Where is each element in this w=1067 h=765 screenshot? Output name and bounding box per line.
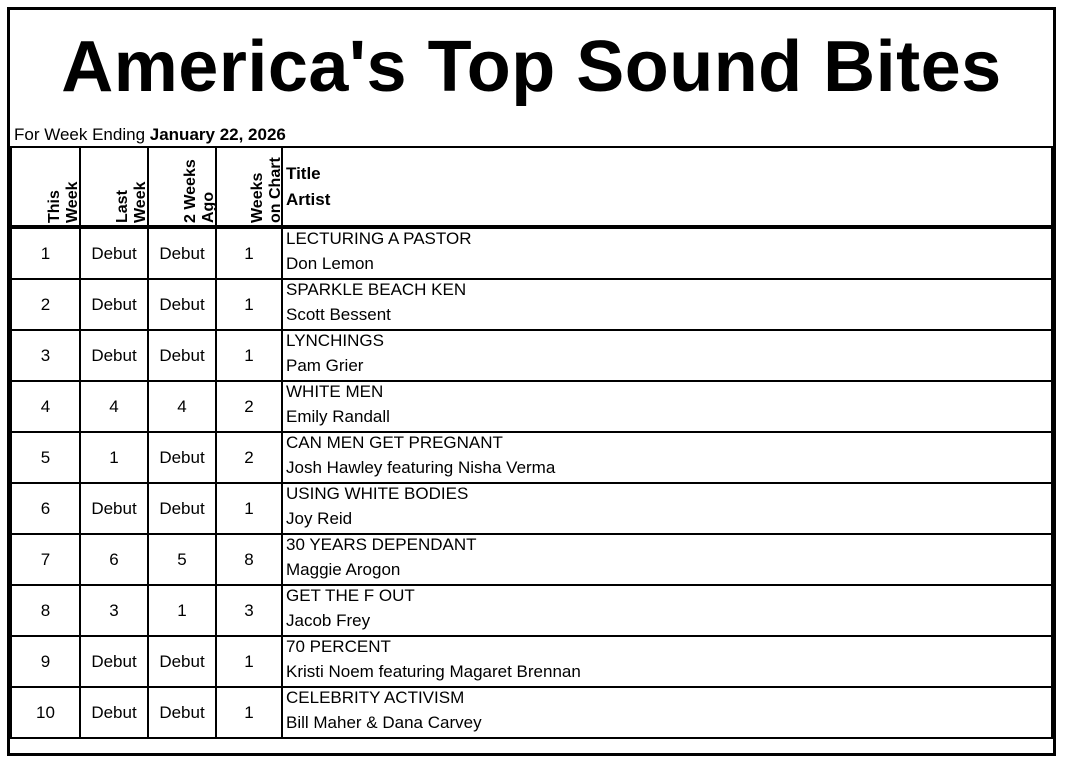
rank-cell: 2 — [11, 279, 80, 330]
song-title: WHITE MEN — [286, 382, 384, 401]
table-row — [11, 279, 1052, 330]
last-week-cell: Debut — [80, 636, 148, 687]
song-title: CAN MEN GET PREGNANT — [286, 433, 503, 452]
rank-cell: 7 — [11, 534, 80, 585]
song-artist: Kristi Noem featuring Magaret Brennan — [286, 662, 581, 681]
header-title: Title — [286, 163, 321, 183]
two-weeks-ago-cell: Debut — [148, 279, 216, 330]
song-cell — [282, 227, 1052, 279]
song-title: SPARKLE BEACH KEN — [286, 280, 467, 299]
last-week-cell: 3 — [80, 585, 148, 636]
table-row — [11, 585, 1052, 636]
last-week-cell: 6 — [80, 534, 148, 585]
header-last-week: Last Week — [80, 147, 148, 227]
table-row — [11, 483, 1052, 534]
song-cell — [282, 381, 1052, 432]
song-cell — [282, 279, 1052, 330]
weeks-on-chart-cell: 1 — [216, 483, 282, 534]
table-row — [11, 227, 1052, 279]
song-title: CELEBRITY ACTIVISM — [286, 688, 465, 707]
two-weeks-ago-cell: Debut — [148, 432, 216, 483]
last-week-cell: Debut — [80, 227, 148, 279]
table-row — [11, 687, 1052, 738]
two-weeks-ago-cell: 1 — [148, 585, 216, 636]
two-weeks-ago-cell: Debut — [148, 227, 216, 279]
song-artist: Scott Bessent — [286, 305, 391, 324]
two-weeks-ago-cell: Debut — [148, 330, 216, 381]
song-cell — [282, 483, 1052, 534]
rank-cell: 5 — [11, 432, 80, 483]
song-artist: Emily Randall — [286, 407, 390, 426]
table-row — [11, 432, 1052, 483]
rank-cell: 6 — [11, 483, 80, 534]
song-title: USING WHITE BODIES — [286, 484, 469, 503]
song-artist: Don Lemon — [286, 254, 374, 273]
last-week-cell: 1 — [80, 432, 148, 483]
chart-sheet — [7, 7, 1056, 756]
song-title: 70 PERCENT — [286, 637, 391, 656]
two-weeks-ago-cell: 4 — [148, 381, 216, 432]
last-week-cell: Debut — [80, 483, 148, 534]
table-row — [11, 381, 1052, 432]
song-cell — [282, 585, 1052, 636]
weeks-on-chart-cell: 2 — [216, 432, 282, 483]
header-this-week: This Week — [11, 147, 80, 227]
table-row — [11, 636, 1052, 687]
weeks-on-chart-cell: 1 — [216, 330, 282, 381]
rank-cell: 1 — [11, 227, 80, 279]
song-artist: Pam Grier — [286, 356, 364, 375]
song-title: LECTURING A PASTOR — [286, 229, 472, 248]
song-cell — [282, 687, 1052, 738]
weeks-on-chart-cell: 1 — [216, 636, 282, 687]
two-weeks-ago-cell: Debut — [148, 687, 216, 738]
header-title-artist — [282, 147, 1052, 227]
song-cell — [282, 534, 1052, 585]
song-title: 30 YEARS DEPENDANT — [286, 535, 477, 554]
rank-cell: 9 — [11, 636, 80, 687]
two-weeks-ago-cell: 5 — [148, 534, 216, 585]
song-title: LYNCHINGS — [286, 331, 384, 350]
song-cell — [282, 432, 1052, 483]
header-artist: Artist — [286, 189, 331, 209]
last-week-cell: Debut — [80, 687, 148, 738]
song-artist: Jacob Frey — [286, 611, 371, 630]
weeks-on-chart-cell: 8 — [216, 534, 282, 585]
song-title: GET THE F OUT — [286, 586, 415, 605]
rank-cell: 4 — [11, 381, 80, 432]
song-artist: Joy Reid — [286, 509, 353, 528]
two-weeks-ago-cell: Debut — [148, 483, 216, 534]
song-artist: Bill Maher & Dana Carvey — [286, 713, 482, 732]
song-artist: Josh Hawley featuring Nisha Verma — [286, 458, 556, 477]
week-date: January 22, 2026 — [149, 125, 286, 144]
weeks-on-chart-cell: 2 — [216, 381, 282, 432]
last-week-cell: Debut — [80, 330, 148, 381]
weeks-on-chart-cell: 1 — [216, 279, 282, 330]
chart-table — [10, 146, 1053, 739]
header-two-weeks-ago: 2 Weeks Ago — [148, 147, 216, 227]
table-row — [11, 534, 1052, 585]
chart-title: America's Top Sound Bites — [61, 26, 1002, 107]
week-label: For Week Ending — [14, 125, 146, 144]
table-row — [11, 330, 1052, 381]
song-cell — [282, 636, 1052, 687]
weeks-on-chart-cell: 1 — [216, 687, 282, 738]
last-week-cell: 4 — [80, 381, 148, 432]
header-weeks-on-chart: Weeks on Chart — [216, 147, 282, 227]
header-row — [11, 147, 1052, 227]
weeks-on-chart-cell: 3 — [216, 585, 282, 636]
two-weeks-ago-cell: Debut — [148, 636, 216, 687]
weeks-on-chart-cell: 1 — [216, 227, 282, 279]
week-ending-line — [10, 123, 1053, 146]
last-week-cell: Debut — [80, 279, 148, 330]
rank-cell: 10 — [11, 687, 80, 738]
song-cell — [282, 330, 1052, 381]
rank-cell: 8 — [11, 585, 80, 636]
rank-cell: 3 — [11, 330, 80, 381]
song-artist: Maggie Arogon — [286, 560, 401, 579]
